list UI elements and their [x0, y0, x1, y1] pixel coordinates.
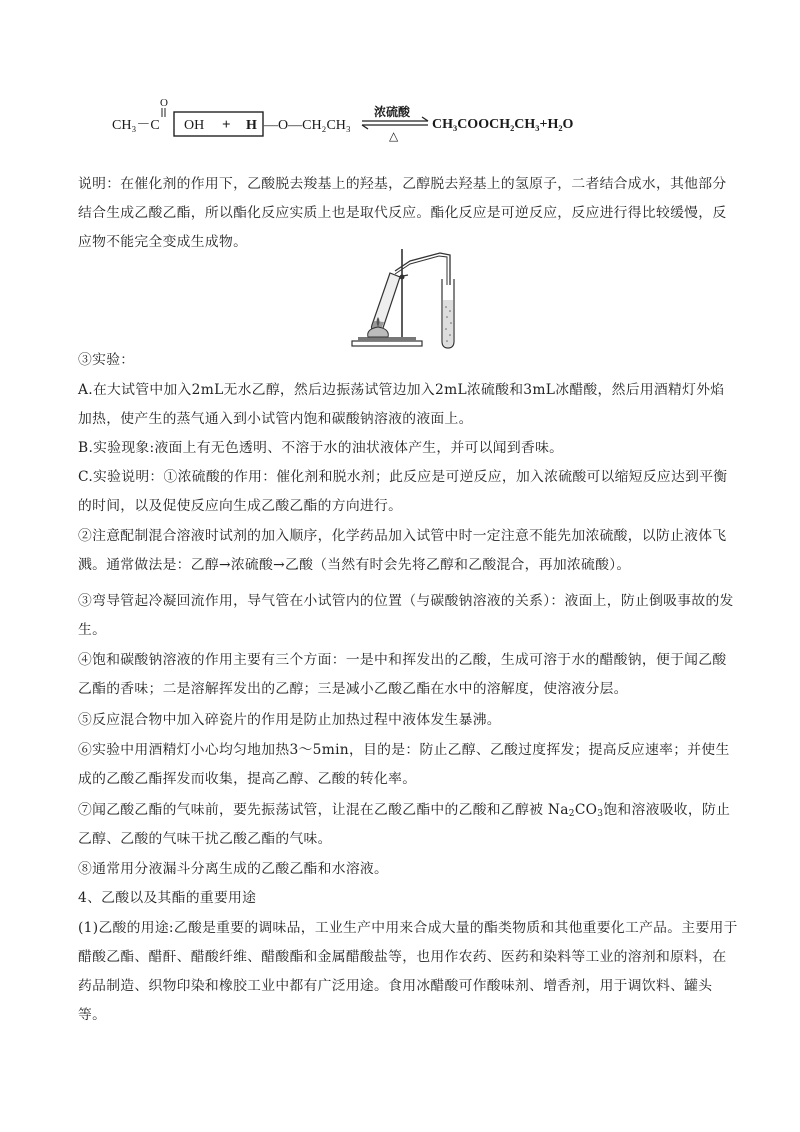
- equation-catalyst: 浓硫酸: [374, 105, 411, 119]
- note-3: ③弯导管起冷凝回流作用，导气管在小试管内的位置（与碳酸钠溶液的关系）：液面上，防止倒吸事故的发生。: [78, 593, 734, 638]
- equation-heat: △: [389, 129, 399, 142]
- note-2: ②注意配制混合溶液时试剂的加入顺序，化学药品加入试管中时一定注意不能先加浓硫酸，以防止液体飞溅。通常做法是：乙醇→浓硫酸→乙酸（当然有时会先将乙醇和乙酸混合，再加浓硫酸）。: [78, 528, 727, 573]
- note-7-after: 饱和溶液吸收，防止乙醇、乙酸的气味干扰乙酸乙酯的气味。: [78, 802, 731, 847]
- esterification-equation: [112, 96, 612, 142]
- note-4: ④饱和碳酸钠溶液的作用主要有三个方面：一是中和挥发出的乙酸，生成可溶于水的醋酸钠，便于闻乙酸乙酯的香味；二是溶解挥发出的乙醇；三是减小乙酸乙酯在水中的溶解度，使溶液分层。: [78, 652, 727, 697]
- explanation-paragraph: 说明：在催化剂的作用下，乙酸脱去羧基上的羟基，乙醇脱去羟基上的氢原子，二者结合成水，其他部分结合生成乙酸乙酯，所以酯化反应实质上也是取代反应。酯化反应是可逆反应，反应进行得比较缓慢，反应物不能完全变成生成物。: [78, 176, 727, 250]
- equation-product: CH₃COOCH₂CH₃+H₂O: [432, 117, 574, 132]
- step-b: B.实验现象:液面上有无色透明、不溶于水的油状液体产生，并可以闻到香味。: [78, 440, 564, 456]
- alcohol-lamp: [368, 327, 389, 337]
- note-5: ⑤反应混合物中加入碎瓷片的作用是防止加热过程中液体发生暴沸。: [78, 712, 501, 728]
- section-4-heading: 4、乙酸以及其酯的重要用途: [78, 890, 257, 906]
- stand-base-top: [358, 337, 416, 341]
- experiment-heading: ③实验：: [78, 352, 135, 368]
- note-7: [78, 796, 738, 854]
- equation-h: H: [246, 118, 257, 133]
- esterification-apparatus-figure: [350, 245, 480, 355]
- note-7-sub3: 3: [597, 809, 604, 819]
- note-7-before: ⑦闻乙酸乙酯的气味前，要先振荡试管，让混在乙酸乙酯中的乙酸和乙醇被 Na: [78, 802, 569, 818]
- equation-ch3-c: CH₃－C: [112, 118, 160, 133]
- step-a: A.在大试管中加入2mL无水乙醇，然后边振荡试管边加入2mL浓硫酸和3mL冰醋酸，然后用酒精灯外焰加热，使产生的蒸气通入到小试管内饱和碳酸钠溶液的液面上。: [78, 382, 725, 427]
- note-7-co: CO: [574, 802, 598, 818]
- uses-paragraph-1: (1)乙酸的用途:乙酸是重要的调味品，工业生产中用来合成大量的酯类物质和其他重要化工产品。主要用于醋酸乙酯、醋酐、醋酸纤维、醋酸酯和金属醋酸盐等，也用作农药、医药和染料等工业的溶剂和原料，在药品制造、织物印染和橡胶工业中都有广泛用途。食用冰醋酸可作酸味剂、增香剂，用于调饮料、罐头等。: [78, 920, 738, 1023]
- equation-carbonyl-o: O: [160, 97, 168, 109]
- note-7-sub2: 2: [568, 809, 575, 819]
- step-c: C.实验说明：①浓硫酸的作用：催化剂和脱水剂；此反应是可逆反应，加入浓硫酸可以缩短反应达到平衡的时间，以及促使反应向生成乙酸乙酯的方向进行。: [78, 469, 728, 514]
- equation-oh: OH: [184, 118, 205, 133]
- note-6: ⑥实验中用酒精灯小心均匀地加热3～5min，目的是：防止乙醇、乙酸过度挥发；提高反应速率；并使生成的乙酸乙酯挥发而收集，提高乙醇、乙酸的转化率。: [78, 742, 730, 787]
- equation-plus: +: [222, 117, 231, 133]
- equation-o-ethyl: —O—CH₂CH₃: [264, 118, 351, 133]
- note-8: ⑧通常用分液漏斗分离生成的乙酸乙酯和水溶液。: [78, 861, 389, 877]
